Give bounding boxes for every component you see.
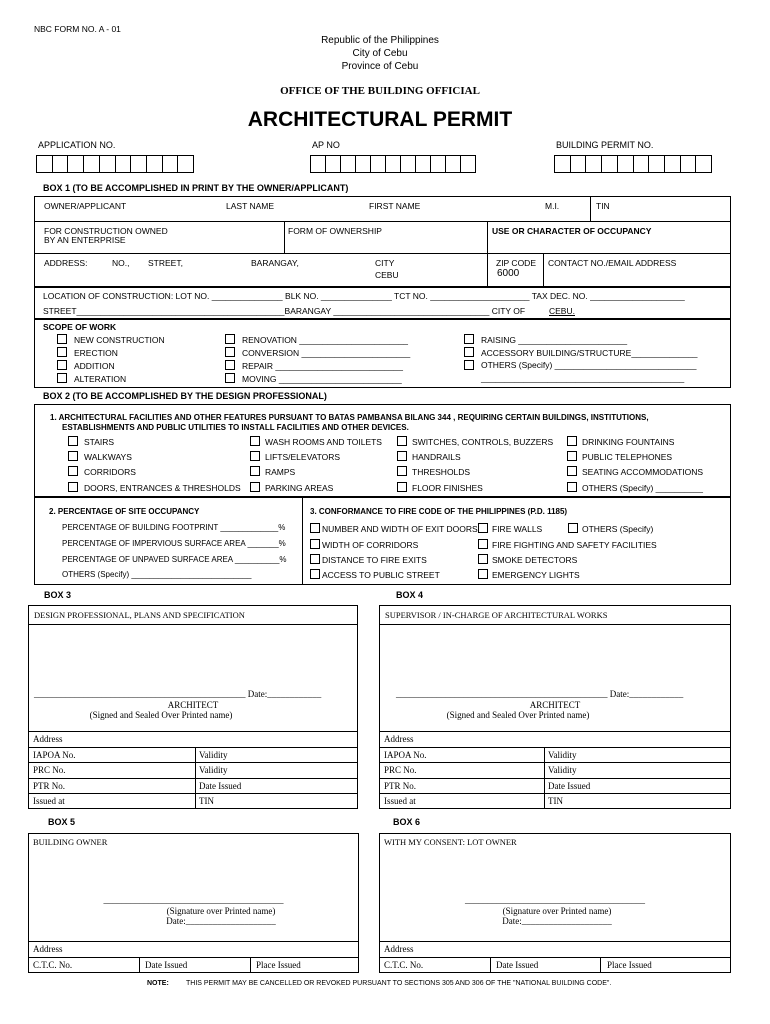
province-line: Province of Cebu <box>341 61 419 72</box>
city-of-value: CEBU. <box>549 306 575 316</box>
address-label: ADDRESS: <box>44 258 88 268</box>
checkbox-fire-others[interactable] <box>568 523 578 533</box>
occupancy-line: PERCENTAGE OF IMPERVIOUS SURFACE AREA _______% <box>62 539 286 548</box>
checkbox-width-corridors[interactable] <box>310 539 320 549</box>
scope-label: CONVERSION _______________________ <box>242 348 411 358</box>
facility-label: FLOOR FINISHES <box>412 483 483 493</box>
checkbox-public-telephones[interactable] <box>567 451 577 461</box>
checkbox-parking-areas[interactable] <box>250 482 260 492</box>
box5-address-label: Address <box>33 944 63 954</box>
facility-label: STAIRS <box>84 437 115 447</box>
box4-validity2-label: Validity <box>548 765 577 775</box>
zip-code-label: ZIP CODE <box>496 258 536 268</box>
box6-signature-label: (Signature over Printed name) <box>502 906 612 916</box>
tin-label: TIN <box>596 201 610 211</box>
checkbox-corridors[interactable] <box>68 466 78 476</box>
box5-date-line: Date:____________________ <box>166 916 276 926</box>
checkbox-exit-doors[interactable] <box>310 523 320 533</box>
box5-signature-label: (Signature over Printed name) <box>166 906 276 916</box>
fire-label: OTHERS (Specify) <box>582 524 654 534</box>
scope-label: NEW CONSTRUCTION <box>74 335 165 345</box>
box4-title: SUPERVISOR / IN-CHARGE OF ARCHITECTURAL WORKS <box>385 610 608 620</box>
box6-date-line: Date:____________________ <box>502 916 612 926</box>
box3-title: DESIGN PROFESSIONAL, PLANS AND SPECIFICATION <box>34 610 245 620</box>
box6-address-label: Address <box>384 944 414 954</box>
box5-title: BUILDING OWNER <box>33 837 108 847</box>
address-barangay-label: BARANGAY, <box>251 258 299 268</box>
box3-issued-at-label: Issued at <box>33 796 65 806</box>
checkbox-alteration[interactable] <box>57 373 67 383</box>
scope-label: ACCESSORY BUILDING/STRUCTURE______________ <box>481 348 698 358</box>
ap-no-label: AP NO <box>312 140 340 150</box>
facility-label: WALKWAYS <box>84 452 132 462</box>
box2-heading: BOX 2 (TO BE ACCOMPLISHED BY THE DESIGN PROFESSIONAL) <box>43 391 327 401</box>
checkbox-others[interactable] <box>464 360 474 370</box>
facility-label: LIFTS/ELEVATORS <box>265 452 341 462</box>
checkbox-emergency-lights[interactable] <box>478 569 488 579</box>
application-no-label: APPLICATION NO. <box>38 140 116 150</box>
checkbox-thresholds[interactable] <box>397 466 407 476</box>
facility-label: PARKING AREAS <box>265 483 334 493</box>
owner-applicant-label: OWNER/APPLICANT <box>44 201 127 211</box>
republic-line: Republic of the Philippines <box>321 35 439 46</box>
checkbox-ramps[interactable] <box>250 466 260 476</box>
fire-label: EMERGENCY LIGHTS <box>492 570 580 580</box>
checkbox-stairs[interactable] <box>68 436 78 446</box>
box6-heading: BOX 6 <box>393 817 421 827</box>
enterprise-label-2: BY AN ENTERPRISE <box>44 235 126 245</box>
location-line: LOCATION OF CONSTRUCTION: LOT NO. _______________ BLK NO. _______________ TCT NO. _____________________ TAX DEC. NO. ____________________ <box>43 291 685 301</box>
note-text: THIS PERMIT MAY BE CANCELLED OR REVOKED PURSUANT TO SECTIONS 305 AND 306 OF THE "NATIONAL BUILDING CODE". <box>186 980 612 987</box>
box4-signed-label: (Signed and Sealed Over Printed name) <box>446 710 590 720</box>
site-occupancy-title: 2. PERCENTAGE OF SITE OCCUPANCY <box>49 507 200 516</box>
scope-label: ALTERATION <box>74 374 127 384</box>
box4-validity-label: Validity <box>548 750 577 760</box>
box3-tin-label: TIN <box>199 796 214 806</box>
box6-title: WITH MY CONSENT: LOT OWNER <box>384 837 517 847</box>
box6-place-issued-label: Place Issued <box>607 960 652 970</box>
checkbox-accessory-building[interactable] <box>464 347 474 357</box>
application-no-grid[interactable] <box>36 155 194 173</box>
checkbox-distance-fire-exits[interactable] <box>310 554 320 564</box>
note-label: NOTE: <box>147 980 169 987</box>
fire-label: FIRE WALLS <box>492 524 543 534</box>
checkbox-walkways[interactable] <box>68 451 78 461</box>
building-permit-no-label: BUILDING PERMIT NO. <box>556 140 654 150</box>
scope-label: REPAIR ___________________________ <box>242 361 404 371</box>
fire-label: FIRE FIGHTING AND SAFETY FACILITIES <box>492 540 657 550</box>
fire-code-title: 3. CONFORMANCE TO FIRE CODE OF THE PHILIPPINES (P.D. 1185) <box>310 507 568 516</box>
scope-label: OTHERS (Specify) ______________________________ <box>481 360 697 370</box>
facility-label: CORRIDORS <box>84 467 136 477</box>
fire-label: ACCESS TO PUBLIC STREET <box>322 570 440 580</box>
box6-ctc-label: C.T.C. No. <box>384 960 424 970</box>
checkbox-handrails[interactable] <box>397 451 407 461</box>
address-no-label: NO., <box>112 258 130 268</box>
zip-code-value: 6000 <box>497 268 520 279</box>
use-of-occupancy-label: USE OR CHARACTER OF OCCUPANCY <box>492 226 652 236</box>
scope-title: SCOPE OF WORK <box>43 322 117 332</box>
building-permit-no-grid[interactable] <box>554 155 712 173</box>
box6-date-issued-label: Date Issued <box>496 960 539 970</box>
fire-label: NUMBER AND WIDTH OF EXIT DOORS <box>322 524 478 534</box>
box3-signature-line: _______________________________________________ Date:____________ <box>34 689 322 699</box>
fire-label: DISTANCE TO FIRE EXITS <box>322 555 427 565</box>
checkbox-renovation[interactable] <box>225 334 235 344</box>
checkbox-seating[interactable] <box>567 466 577 476</box>
box3-heading: BOX 3 <box>44 590 72 600</box>
checkbox-drinking-fountains[interactable] <box>567 436 577 446</box>
checkbox-floor-finishes[interactable] <box>397 482 407 492</box>
box4-ptr-label: PTR No. <box>384 781 417 791</box>
box5-place-issued-label: Place Issued <box>256 960 301 970</box>
mi-label: M.I. <box>545 201 560 211</box>
checkbox-new-construction[interactable] <box>57 334 67 344</box>
facility-label: RAMPS <box>265 467 296 477</box>
box4-prc-label: PRC No. <box>384 765 417 775</box>
box4-signature-line: _______________________________________________ Date:____________ <box>396 689 684 699</box>
checkbox-wash-rooms[interactable] <box>250 436 260 446</box>
box5-heading: BOX 5 <box>48 817 76 827</box>
box3-prc-label: PRC No. <box>33 765 66 775</box>
checkbox-conversion[interactable] <box>225 347 235 357</box>
checkbox-doors-entrances[interactable] <box>68 482 78 492</box>
checkbox-fire-walls[interactable] <box>478 523 488 533</box>
box5-date-issued-label: Date Issued <box>145 960 188 970</box>
street-line: STREET____________________________________________BARANGAY _________________________________ CITY OF <box>43 306 526 316</box>
office-title: OFFICE OF THE BUILDING OFFICIAL <box>280 85 480 97</box>
box4-issued-at-label: Issued at <box>384 796 416 806</box>
box3-validity2-label: Validity <box>199 765 228 775</box>
box1-heading: BOX 1 (TO BE ACCOMPLISHED IN PRINT BY THE OWNER/APPLICANT) <box>43 183 349 193</box>
box3-address-label: Address <box>33 734 63 744</box>
ap-no-grid[interactable] <box>310 155 476 173</box>
box4-architect-label: ARCHITECT <box>529 700 581 710</box>
facility-label: OTHERS (Specify) __________ <box>582 483 703 493</box>
form-of-ownership-label: FORM OF OWNERSHIP <box>288 226 382 236</box>
checkbox-raising[interactable] <box>464 334 474 344</box>
checkbox-fire-fighting[interactable] <box>478 539 488 549</box>
box4-address-label: Address <box>384 734 414 744</box>
facility-label: PUBLIC TELEPHONES <box>582 452 673 462</box>
checkbox-switches[interactable] <box>397 436 407 446</box>
box3-architect-label: ARCHITECT <box>167 700 219 710</box>
address-street-label: STREET, <box>148 258 183 268</box>
occupancy-line: OTHERS (Specify) ___________________________ <box>62 570 252 579</box>
checkbox-lifts-elevators[interactable] <box>250 451 260 461</box>
box4-iapoa-label: IAPOA No. <box>384 750 427 760</box>
checkbox-erection[interactable] <box>57 347 67 357</box>
occupancy-line: PERCENTAGE OF UNPAVED SURFACE AREA __________% <box>62 555 287 564</box>
facility-label: DRINKING FOUNTAINS <box>582 437 675 447</box>
checkbox-repair[interactable] <box>225 360 235 370</box>
scope-label: RENOVATION _______________________ <box>242 335 409 345</box>
box3-iapoa-label: IAPOA No. <box>33 750 76 760</box>
facility-label: HANDRAILS <box>412 452 461 462</box>
box4-heading: BOX 4 <box>396 590 424 600</box>
box5-signature-line: ________________________________________ <box>103 895 284 905</box>
last-name-label: LAST NAME <box>226 201 275 211</box>
checkbox-facilities-others[interactable] <box>567 482 577 492</box>
box4-date-issued-label: Date Issued <box>548 781 591 791</box>
form-number: NBC FORM NO. A - 01 <box>34 24 121 34</box>
box4-tin-label: TIN <box>548 796 563 806</box>
city-line: City of Cebu <box>352 48 408 59</box>
box3-ptr-label: PTR No. <box>33 781 66 791</box>
checkbox-smoke-detectors[interactable] <box>478 554 488 564</box>
checkbox-access-public-street[interactable] <box>310 569 320 579</box>
address-city-label: CITY <box>375 258 395 268</box>
occupancy-line: PERCENTAGE OF BUILDING FOOTPRINT _____________% <box>62 523 286 532</box>
box6-signature-line: ________________________________________ <box>465 895 645 905</box>
enterprise-label-1: FOR CONSTRUCTION OWNED <box>44 226 168 236</box>
facility-label: WASH ROOMS AND TOILETS <box>265 437 382 447</box>
facility-label: DOORS, ENTRANCES & THRESHOLDS <box>84 483 241 493</box>
scope-label: RAISING _______________________ <box>481 335 628 345</box>
box2-item1-line1: 1. ARCHITECTURAL FACILITIES AND OTHER FEATURES PURSUANT TO BATAS PAMBANSA BILANG 344 , REQUIRING CERTAIN BUILDINGS, INSTITUTIONS, <box>50 413 649 422</box>
scope-others-line: ___________________________________________ <box>481 373 685 383</box>
box3-validity-label: Validity <box>199 750 228 760</box>
first-name-label: FIRST NAME <box>369 201 421 211</box>
facility-label: THRESHOLDS <box>412 467 471 477</box>
fire-label: SMOKE DETECTORS <box>492 555 578 565</box>
contact-label: CONTACT NO./EMAIL ADDRESS <box>548 258 677 268</box>
box5-ctc-label: C.T.C. No. <box>33 960 73 970</box>
scope-label: ADDITION <box>74 361 115 371</box>
facility-label: SEATING ACCOMMODATIONS <box>582 467 704 477</box>
facility-label: SWITCHES, CONTROLS, BUZZERS <box>412 437 554 447</box>
box2-item1-line2: ESTABLISHMENTS AND PUBLIC UTILITIES TO INSTALL FACILITIES AND OTHER DEVICES. <box>62 423 409 432</box>
scope-label: ERECTION <box>74 348 118 358</box>
scope-label: MOVING __________________________ <box>242 374 402 384</box>
box3-signed-label: (Signed and Sealed Over Printed name) <box>89 710 233 720</box>
page-title: ARCHITECTURAL PERMIT <box>247 108 513 131</box>
checkbox-moving[interactable] <box>225 373 235 383</box>
fire-label: WIDTH OF CORRIDORS <box>322 540 419 550</box>
checkbox-addition[interactable] <box>57 360 67 370</box>
box3-date-issued-label: Date Issued <box>199 781 242 791</box>
address-city-value: CEBU <box>375 270 399 280</box>
